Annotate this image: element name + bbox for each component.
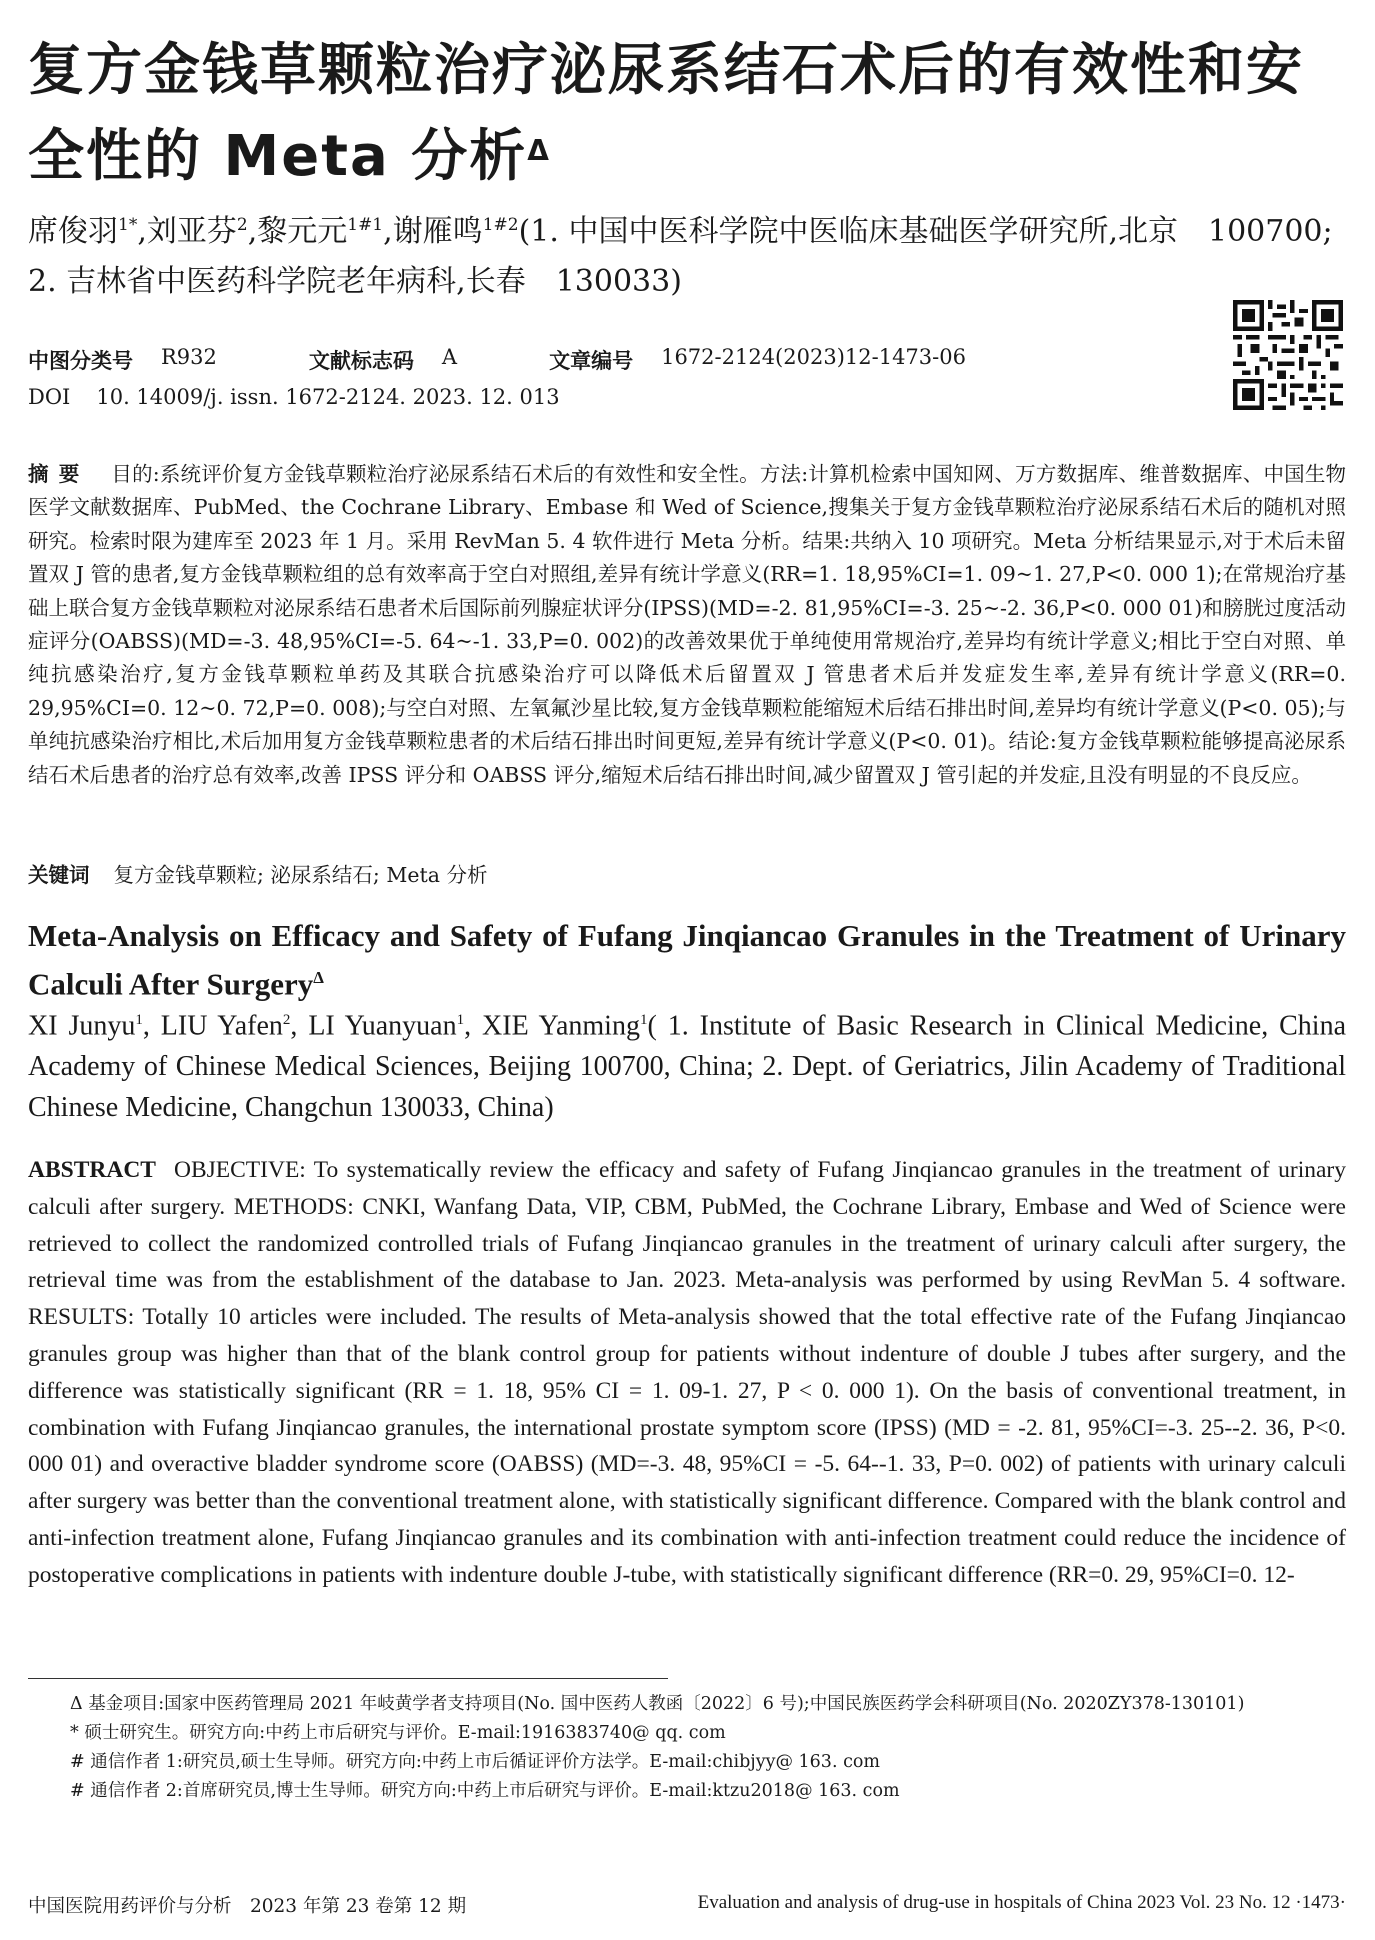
- author-sup: 1*: [118, 215, 138, 235]
- authors-english: XI Junyu$^1$, LIU Yafen$^2$, LI Yuanyuan$^1$, XIE Yanming$^1$( 1. Institute of Basic Research in Clinical Medicine, China Academy of Chinese Medical Sciences, Beijing 100700, China; 2. Dept. of Geriatrics, Jilin Academy of Traditional Chinese Medicine, Changchun 130033, China): [28, 1010, 1346, 1124]
- article-meta: [28, 345, 966, 375]
- author-name: 谢雁鸣: [392, 214, 483, 249]
- title-english: [28, 915, 1346, 1005]
- keywords-chinese-text: 复方金钱草颗粒; 泌尿系结石; Meta 分析: [113, 863, 488, 887]
- footer-journal-cn: 中国医院用药评价与分析 2023 年第 23 卷第 12 期: [28, 1896, 467, 1917]
- author-sup: 1: [639, 1012, 648, 1028]
- doi-value[interactable]: 10. 14009/j. issn. 1672-2124. 2023. 12. 013: [96, 385, 560, 409]
- title-chinese-text: 复方金钱草颗粒治疗泌尿系结石术后的有效性和安全性的 Meta 分析: [28, 38, 1304, 189]
- keywords-chinese: [28, 858, 487, 888]
- article-number-value: 1672-2124(2023)12-1473-06: [661, 345, 966, 369]
- author-sup: 1: [456, 1012, 465, 1028]
- title-chinese: [28, 28, 1348, 200]
- author-sup: 1: [135, 1012, 143, 1028]
- abstract-chinese-label: 摘要: [28, 462, 90, 486]
- author-name-english: LI Yuanyuan: [308, 1010, 457, 1042]
- author-name: 刘亚芬: [146, 214, 237, 249]
- authors-chinese: 席俊羽$^{1*}$,刘亚芬$^2$,黎元元$^{1\#1}$,谢雁鸣$^{1\#2}$(1. 中国中医科学院中医临床基础医学研究所,北京 100700; 2. 吉林省中医药科学院老年病科,长春 130033): [28, 214, 1333, 299]
- affiliations-english: ( 1. Institute of Basic Research in Clinical Medicine, China Academy of Chinese Medical Sciences, Beijing 100700, China; 2. Dept. of Geriatrics, Jilin Academy of Traditional Chinese Medicine, Changchun 130033, China): [28, 1010, 1346, 1124]
- author-name-english: XI Junyu: [28, 1010, 136, 1042]
- abstract-english-label: ABSTRACT: [28, 1157, 156, 1183]
- funding-mark-english: Δ: [313, 968, 324, 987]
- author-sup: 1#1: [347, 215, 384, 235]
- footnote-divider: [28, 1678, 668, 1679]
- author-sup: 2: [236, 215, 248, 235]
- qr-code-icon[interactable]: [1233, 300, 1343, 410]
- keywords-chinese-label: 关键词: [28, 863, 90, 887]
- affiliations-chinese: (1. 中国中医科学院中医临床基础医学研究所,北京 100700; 2. 吉林省中医药科学院老年病科,长春 130033): [28, 214, 1333, 299]
- funding-mark: Δ: [527, 134, 551, 167]
- abstract-chinese: [28, 458, 1346, 792]
- clc-label: 中图分类号: [28, 349, 133, 373]
- doc-code-value: A: [441, 345, 458, 369]
- footnote-funding: Δ 基金项目:国家中医药管理局 2021 年岐黄学者支持项目(No. 国中医药人教函〔2022〕6 号);中国民族医药学会科研项目(No. 2020ZY378-130101): [70, 1694, 1245, 1714]
- footnote-corresponding-1[interactable]: # 通信作者 1:研究员,硕士生导师。研究方向:中药上市后循证评价方法学。E-mail:chibjyy@ 163. com: [70, 1752, 880, 1772]
- doi-line: [28, 385, 560, 409]
- author-sup: 1#2: [482, 215, 519, 235]
- title-english-text: Meta-Analysis on Efficacy and Safety of Fufang Jinqiancao Granules in the Treatment of Urinary Calculi After Surgery: [28, 918, 1346, 1002]
- footer-journal-en: Evaluation and analysis of drug-use in hospitals of China 2023 Vol. 23 No. 12 ·1473·: [697, 1892, 1346, 1913]
- author-sup: 2: [282, 1012, 291, 1028]
- doc-code-label: 文献标志码: [308, 349, 414, 373]
- footnotes: [28, 1690, 1346, 1806]
- author-name-english: XIE Yanming: [482, 1010, 640, 1042]
- author-name: 黎元元: [257, 214, 348, 249]
- clc-value: R932: [161, 345, 217, 369]
- doi-label: DOI: [28, 385, 71, 409]
- running-footer: [28, 1892, 1346, 1918]
- abstract-english: [28, 1152, 1346, 1594]
- abstract-english-text: OBJECTIVE: To systematically review the efficacy and safety of Fufang Jinqiancao granules in the treatment of urinary calculi after surgery. METHODS: CNKI, Wanfang Data, VIP, CBM, PubMed, the Cochrane Library, Embase and Wed of Science were retrieved to collect the randomized controlled trials of Fufang Jinqiancao granules in the treatment of urinary calculi after surgery, the retrieval time was from the establishment of the database to Jan. 2023. Meta-analysis was performed by using RevMan 5. 4 software. RESULTS: Totally 10 articles were included. The results of Meta-analysis showed that the total effective rate of the Fufang Jinqiancao granules group was higher than that of the blank control group for patients without indenture of double J tubes after surgery, and the difference was statistically significant (RR = 1. 18, 95% CI = 1. 09-1. 27, P < 0. 000 1). On the basis of conventional treatment, in combination with Fufang Jinqiancao granules, the international prostate symptom score (IPSS) (MD = -2. 81, 95%CI=-3. 25--2. 36, P<0. 000 01) and overactive bladder syndrome score (OABSS) (MD=-3. 48, 95%CI = -5. 64--1. 33, P=0. 002) of patients with urinary calculi after surgery was better than the conventional treatment alone, with statistically significant difference. Compared with the blank control and anti-infection treatment alone, Fufang Jinqiancao granules and its combination with anti-infection treatment could reduce the incidence of postoperative complications in patients with indenture double J-tube, with statistically significant difference (RR=0. 29, 95%CI=0. 12-: [28, 1157, 1346, 1588]
- author-name-english: LIU Yafen: [160, 1010, 283, 1042]
- footnote-corresponding-2[interactable]: # 通信作者 2:首席研究员,博士生导师。研究方向:中药上市后研究与评价。E-mail:ktzu2018@ 163. com: [70, 1781, 900, 1801]
- article-number-label: 文章编号: [549, 349, 634, 373]
- footnote-first-author[interactable]: * 硕士研究生。研究方向:中药上市后研究与评价。E-mail:1916383740@ qq. com: [70, 1723, 726, 1743]
- abstract-chinese-text: 目的:系统评价复方金钱草颗粒治疗泌尿系结石术后的有效性和安全性。方法:计算机检索中国知网、万方数据库、维普数据库、中国生物医学文献数据库、PubMed、the Cochrane Library、Embase 和 Wed of Science,搜集关于复方金钱草颗粒治疗泌尿系结石术后的随机对照研究。检索时限为建库至 2023 年 1 月。采用 RevMan 5. 4 软件进行 Meta 分析。结果:共纳入 10 项研究。Meta 分析结果显示,对于术后未留置双 J 管的患者,复方金钱草颗粒组的总有效率高于空白对照组,差异有统计学意义(RR=1. 18,95%CI=1. 09~1. 27,P<0. 000 1);在常规治疗基础上联合复方金钱草颗粒对泌尿系结石患者术后国际前列腺症状评分(IPSS)(MD=-2. 81,95%CI=-3. 25~-2. 36,P<0. 000 01)和膀胱过度活动症评分(OABSS)(MD=-3. 48,95%CI=-5. 64~-1. 33,P=0. 002)的改善效果优于单纯使用常规治疗,差异均有统计学意义;相比于空白对照、单纯抗感染治疗,复方金钱草颗粒单药及其联合抗感染治疗可以降低术后留置双 J 管患者术后并发症发生率,差异有统计学意义(RR=0. 29,95%CI=0. 12~0. 72,P=0. 008);与空白对照、左氧氟沙星比较,复方金钱草颗粒能缩短术后结石排出时间,差异均有统计学意义(P<0. 05);与单纯抗感染治疗相比,术后加用复方金钱草颗粒患者的术后结石排出时间更短,差异有统计学意义(P<0. 01)。结论:复方金钱草颗粒能够提高泌尿系结石术后患者的治疗总有效率,改善 IPSS 评分和 OABSS 评分,缩短术后结石排出时间,减少留置双 J 管引起的并发症,且没有明显的不良反应。: [28, 462, 1347, 787]
- author-name: 席俊羽: [28, 214, 118, 249]
